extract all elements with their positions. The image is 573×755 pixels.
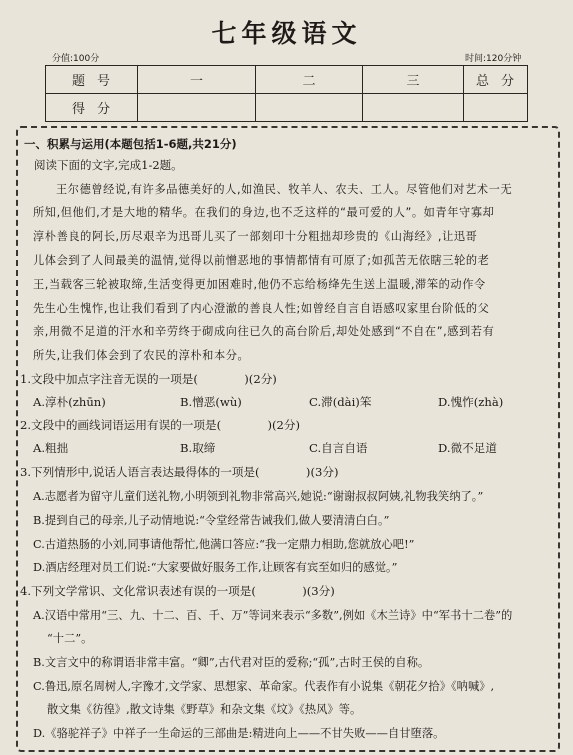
question-3-stem: 3.下列情形中,说话人语言表达最得体的一项是( )(3分) [20, 465, 339, 479]
score-table [45, 65, 528, 122]
passage-line: 所知,但他们,才是大地的精华。在我们的身边,也不乏这样的“最可爱的人”。如青年守寡却 [33, 206, 495, 219]
score-table-header-row [46, 66, 528, 94]
q2-option-c[interactable]: C.自言自语 [309, 441, 368, 455]
score-table-score-row [46, 94, 528, 122]
question-4-stem: 4.下列文学常识、文化常识表述有误的一项是( )(3分) [20, 584, 335, 598]
score-cell-2[interactable] [256, 94, 363, 122]
header-part-3: 三 [363, 66, 464, 94]
passage-line: 先生心生愧怍,也让我们看到了内心澄澈的善良人性;如曾经自言自语感叹家里台阶低的父 [33, 302, 490, 315]
question-2-stem: 2.文段中的画线词语运用有误的一项是( )(2分) [20, 418, 301, 432]
passage-line: 王尔德曾经说,有许多品德美好的人,如渔民、牧羊人、农夫、工人。尽管他们对艺术一无 [56, 183, 513, 196]
passage-line: 淳朴善良的阿长,历尽艰辛为迅哥儿买了一部刻印十分粗拙却珍贵的《山海经》,让迅哥 [33, 230, 478, 243]
q3-option-a[interactable]: A.志愿者为留守儿童们送礼物,小明领到礼物非常高兴,她说:“谢谢叔叔阿姨,礼物我笑纳了。” [33, 490, 484, 503]
q1-option-a[interactable]: A.淳朴(zhūn) [33, 395, 106, 409]
q4-option-a-cont: “十二”。 [47, 632, 93, 645]
header-total: 总分 [464, 66, 528, 94]
passage-line: 亲,用微不足道的汗水和辛劳终于砌成向往已久的高台阶后,却处处感到“不自在”,感到若有 [33, 325, 495, 338]
q1-option-d[interactable]: D.愧怍(zhà) [438, 395, 504, 409]
q3-option-b[interactable]: B.提到自己的母亲,儿子动情地说:“令堂经常告诫我们,做人要清清白白。” [33, 514, 390, 527]
header-part-1: 一 [138, 66, 256, 94]
q1-option-c[interactable]: C.滞(dài)笨 [309, 395, 372, 409]
row-label-score: 得分 [46, 94, 138, 122]
question-1-stem: 1.文段中加点字注音无误的一项是( )(2分) [20, 372, 277, 386]
score-cell-3[interactable] [363, 94, 464, 122]
exam-title: 七年级语文 [211, 19, 362, 48]
passage-line: 王,当载客三轮被取缔,生活变得更加困难时,他仍不忘给杨绛先生送上温暖,滞笨的动作令 [33, 278, 486, 291]
exam-time: 时间:120分钟 [465, 54, 522, 64]
q2-option-a[interactable]: A.粗拙 [33, 441, 69, 455]
q2-option-d[interactable]: D.微不足道 [438, 441, 497, 455]
q1-option-b[interactable]: B.憎恶(wù) [180, 395, 242, 409]
header-question-number: 题号 [46, 66, 138, 94]
section-heading: 一、积累与运用(本题包括1-6题,共21分) [24, 137, 237, 151]
passage-line: 儿体会到了人间最美的温情,觉得以前憎恶地的事情都情有可原了;如孤苦无依瞎三轮的老 [33, 254, 490, 267]
header-part-2: 二 [256, 66, 363, 94]
q4-option-a[interactable]: A.汉语中常用“三、九、十二、百、千、万”等词来表示“多数”,例如《木兰诗》中“军书十二卷”的 [33, 609, 513, 622]
q4-option-b[interactable]: B.文言文中的称谓语非常丰富。“卿”,古代君对臣的爱称;“孤”,古时王侯的自称。 [33, 656, 430, 669]
q3-option-d[interactable]: D.酒店经理对员工们说:“大家要做好服务工作,让顾客有宾至如归的感觉。” [33, 561, 398, 574]
score-cell-total[interactable] [464, 94, 528, 122]
q4-option-c-cont: 散文集《彷徨》,散文诗集《野草》和杂文集《坟》《热风》等。 [47, 703, 362, 716]
q4-option-c[interactable]: C.鲁迅,原名周树人,字豫才,文学家、思想家、革命家。代表作有小说集《朝花夕拾》《呐喊》, [33, 680, 495, 693]
reading-instruction: 阅读下面的文字,完成1-2题。 [34, 158, 183, 172]
score-cell-1[interactable] [138, 94, 256, 122]
q4-option-d[interactable]: D.《骆驼祥子》中祥子一生命运的三部曲是:精进向上——不甘失败——自甘堕落。 [33, 727, 445, 740]
q3-option-c[interactable]: C.古道热肠的小刘,同事请他帮忙,他满口答应:“我一定鼎力相助,您就放心吧!” [33, 538, 415, 551]
full-score: 分值:100分 [52, 54, 100, 64]
passage-line: 所失,让我们体会到了农民的淳朴和本分。 [33, 349, 250, 362]
q2-option-b[interactable]: B.取缔 [180, 441, 216, 455]
